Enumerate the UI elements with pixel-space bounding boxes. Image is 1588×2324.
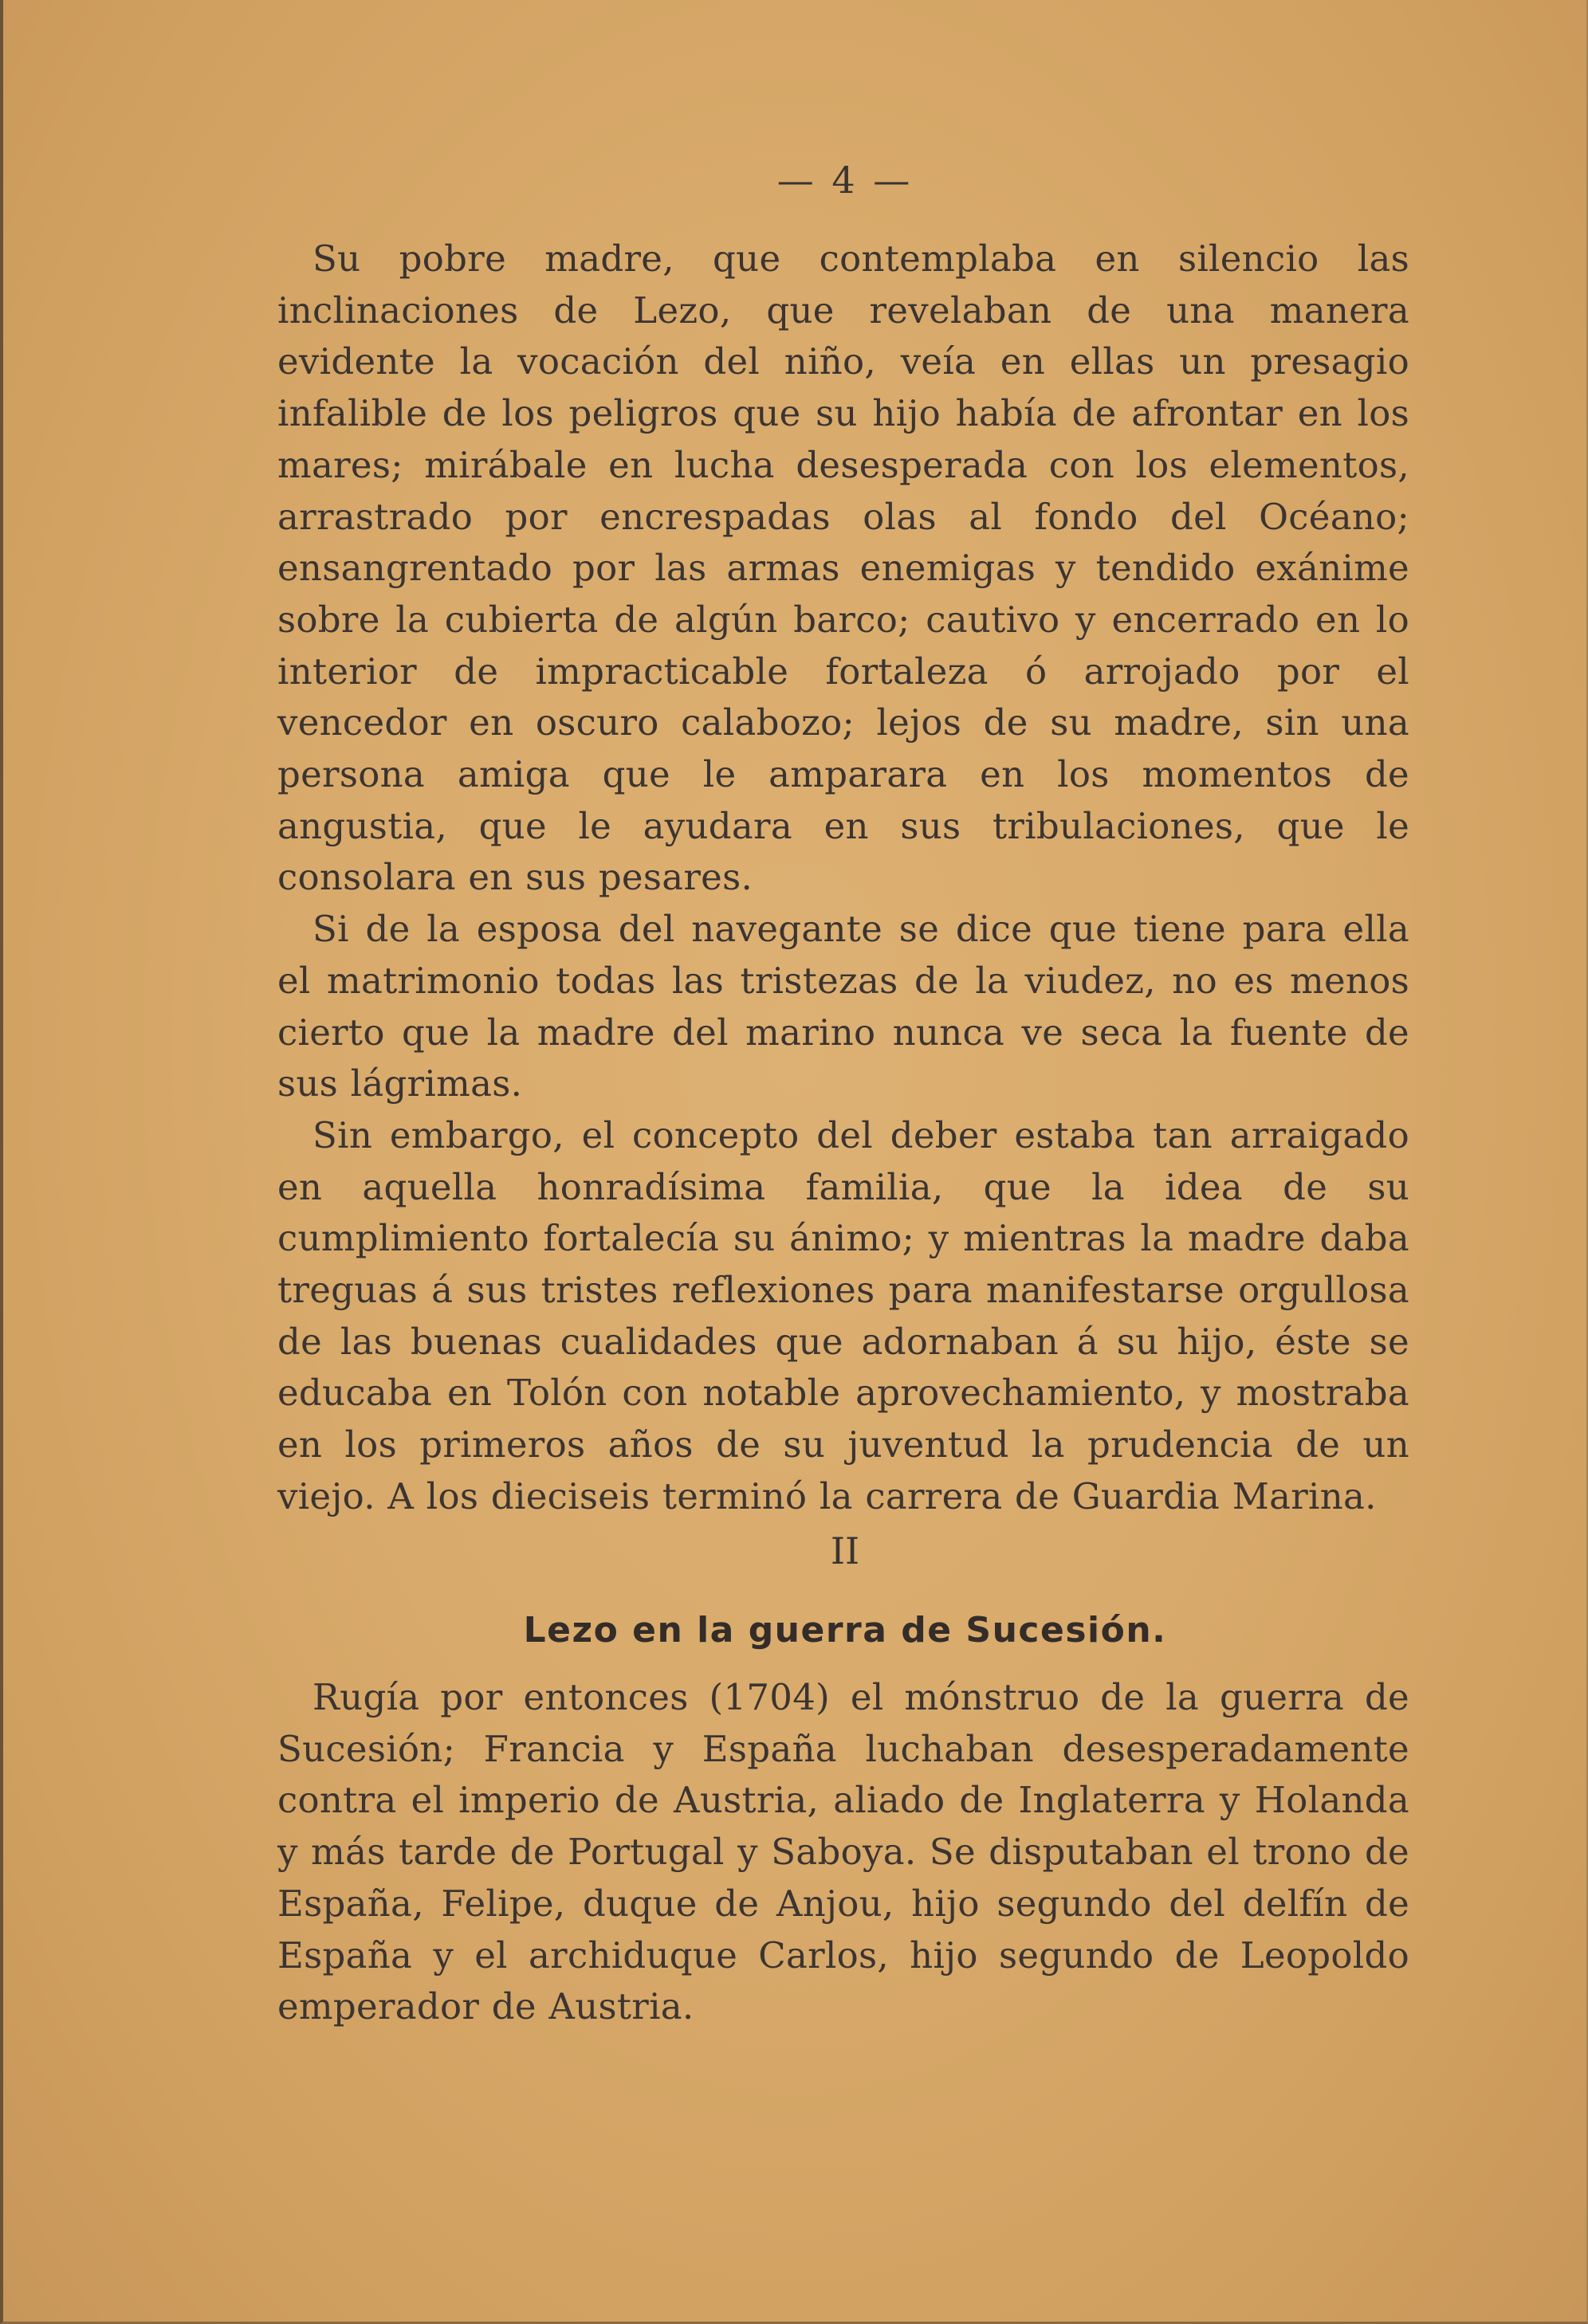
paragraph: Su pobre madre, que contemplaba en silencio las inclinaciones de Lezo, que revelaban de una manera evidente la vocación del niño, veía en ellas un presagio infalible de los peligros que su hijo había de afrontar en los mares; mirábale en lucha desesperada con los elementos, arrastrado por encrespadas olas al fondo del Océano; ensangrentado por las armas enemigas y tendido exánime sobre la cubierta de algún barco; cautivo y encerrado en lo interior de impracticable fortaleza ó arrojado por el vencedor en oscuro calabozo; lejos de su madre, sin una persona amiga que le amparara en los momentos de angustia, que le ayudara en sus tribulaciones, que le consolara en sus pesares. — [277, 238, 1409, 899]
paragraph: Rugía por entonces (1704) el mónstruo de la guerra de Sucesión; Francia y España luchaban desesperadamente contra el imperio de Austria, aliado de Inglaterra y Holanda y más tarde de Portugal y Saboya. Se disputaban el trono de España, Felipe, duque de Anjou, hijo segundo del delfín de España y el archiduque Carlos, hijo segundo de Leopoldo emperador de Austria. — [277, 1676, 1409, 2028]
paragraph: Si de la esposa del navegante se dice que tiene para ella el matrimonio todas las tristezas de la viudez, no es menos cierto que la madre del marino nunca ve seca la fuente de sus lágrimas. — [277, 908, 1409, 1105]
paragraph: Sin embargo, el concepto del deber estaba tan arraigado en aquella honradísima familia, que la idea de su cumplimiento fortalecía su ánimo; y mientras la madre daba treguas á sus tristes reflexiones para manifestarse orgullosa de las buenas cualidades que adornaban á su hijo, éste se educaba en Tolón con notable aprovechamiento, y mostraba en los primeros años de su juventud la prudencia de un viejo. A los dieciseis terminó la carrera de Guardia Marina. — [277, 1113, 1409, 1517]
section-numeral: II — [830, 1529, 860, 1572]
text-block-before-section — [277, 234, 1409, 1523]
section-title: Lezo en la guerra de Sucesión. — [523, 1610, 1167, 1651]
page-number: — 4 — — [776, 159, 914, 202]
text-block-after-section — [277, 1672, 1409, 2033]
